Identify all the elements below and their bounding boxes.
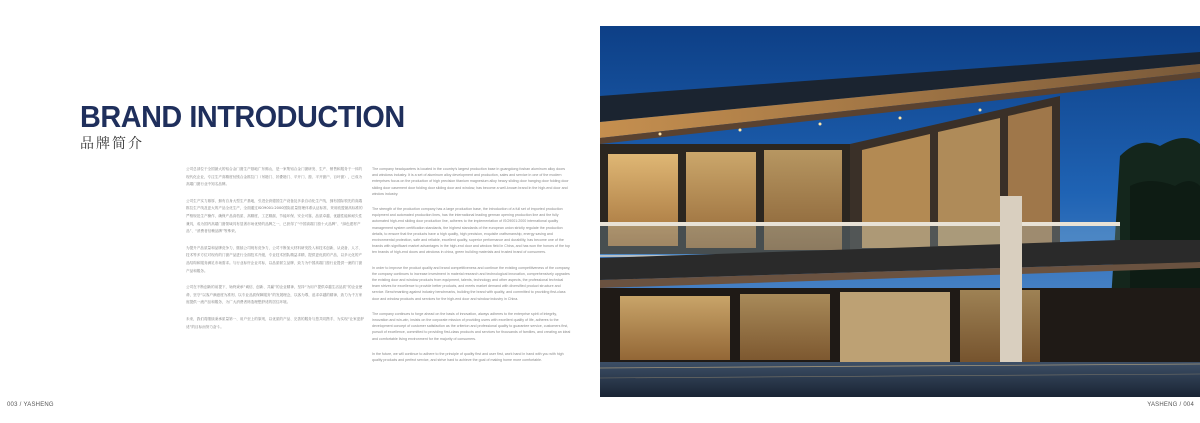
right-page <box>600 0 1200 423</box>
brand-introduction-subtitle-cn: 品牌简介 <box>80 136 144 152</box>
cn-paragraph: 公司总部位于全国最大的铝合金门窗生产基地广东佛山，是一家集铝合金门窗研发、生产、销售和服务于一体的现代化企业，专注生产高精度钛镁合金推拉门（吊趟门、折叠趟门、平开门、窗、平开窗户、百叶窗），已成为高端门窗行业中知名品牌。 <box>186 167 363 187</box>
page-number-right: 004 <box>1183 402 1194 408</box>
brand-introduction-title: BRAND INTRODUCTION <box>80 99 405 134</box>
cn-paragraph: 公司在不断创新的前提下，始终秉承“诚信、创新、共赢”的企业精神，坚持“为用户提供卓越生活品质”的企业使命，坚守“以客户满意度为准则、以专业品质保障服务”的发展理念，以客为尊，追求卓越的精神，致力为千万家庭提供一流产品和服务，为广大消费者缔造理想舒适的居住环境。 <box>186 285 363 305</box>
footer-separator: / <box>19 402 22 408</box>
page-number-left: 003 <box>7 402 18 408</box>
footer-brand-right: YASHENG <box>1147 402 1178 408</box>
cn-paragraph: 为提升产品质量和品牌竞争力，继续公司现有竞争力，公司不断加大材料研发投入和技术创新，从设备、人才、技术等多方位对现有的门窗产品进行全面技术升级，专业技术团队精益求精，提供更优质的产品，以多元化的产品结构和服务满足市场需求。与行业标杆企业对标，以品质树立品牌，致力为中国高端门窗行业提供一流的门窗产品和服务。 <box>186 245 363 273</box>
cn-paragraph: 未来，我们将继续秉承质量第一、用户至上的原则，以优质的产品、完善的服务与您共同携手，为实现“让家更舒适”的目标而努力奋斗。 <box>186 316 364 329</box>
chinese-text-column <box>186 166 364 340</box>
en-paragraph: In the future, we will continue to adhere to the principle of quality first and user first, work hand in hand with you with high quality products and perfect service, and strive hard to achieve the goal of making home more comfortable. <box>372 351 564 363</box>
footer-brand-left: YASHENG <box>23 402 54 408</box>
left-page-footer <box>7 402 54 408</box>
modern-villa-photo <box>600 26 1200 397</box>
footer-separator: / <box>1179 402 1182 408</box>
en-paragraph: The company headquarters is located in the country's largest production base in guangdong foshan aluminum alloy doors and windows industry. It is a set of aluminum alloy development and production, sales and service in one of the modern enterprises focus on the production of high precision titanium magnesium alloy heavy sliding door hanging door folding door sliding door casement door folding door sliding door and window, has become a well-known brand in the high-end door and window industry. <box>372 167 569 196</box>
en-paragraph: The company continues to forge ahead on the basis of innovation, always adheres to the enterprise spirit of integrity, innovation and win-win, insists on the corporate mission of providing users with excellent quality of life, adheres to the development concept of customer satisfaction as the criterion and professional quality to guarantee service, customers first, pursuit of excellence, committed to providing first-class products and services for thousands of families, and creating an ideal and comfortable living environment for the majority of consumers. <box>372 311 571 341</box>
english-text-column <box>372 166 572 372</box>
en-paragraph: The strength of the production company has a large production base, the introduction of a full set of imported production equipment and automated production lines, has the international leading german opening production line and the fully automated high-end sliding door production line, adheres to the implementation of ISO9001:2000 international quality management system certification standards, the highest standards of the european union strictly regulate the production details, to ensure that the products have a high quality, high precision, exquisite craftsmanship, energy saving and environmental protection, safe and reliable, excellent quality, superior performance and durability, has become one of the brands with significant market advantages in the high-end door and window field in China, and has won the honors of the top ten brands of high-end doors and windows in china, green building materials and trusted brand of consumers. <box>372 207 570 255</box>
right-page-footer <box>1147 402 1194 408</box>
cn-paragraph: 公司生产实力雄厚，拥有自身大型生产基地，引进全套德国生产设备及多条自动化生产线，拥有国际领先的高端推拉生产线及更大的产品全优生产，全面通过ISO9001:2000国际质量管理体系认证标准，采用欧盟最高标准的严格规范生产操作，确保产品高档质、高精度，工艺精湛，节能环保、安全可靠，品质卓越、优越性能和耐久性兼具，成为国内高端门窗领域具有显著市场优势的品牌之一，已获得了“中国高端门窗十大品牌”、“绿色建材产品”、“消费者信赖品牌”等殊荣。 <box>186 198 363 234</box>
en-paragraph: In order to improve the product quality and brand competitiveness and continue the existing competitiveness of the company, the company continues to increase investment in material research and technological innovation, comprehensively upgrades the existing door and window products from equipment, talents, technology and other aspects, the professional technical team strives for excellence to provide better products, and meets market demand with diversified product structure and service. Benchmarking against industry benchmarks, building the brand with quality, and committed to providing first-class door and window products and services for the high-end door and window industry in China. <box>372 265 571 301</box>
